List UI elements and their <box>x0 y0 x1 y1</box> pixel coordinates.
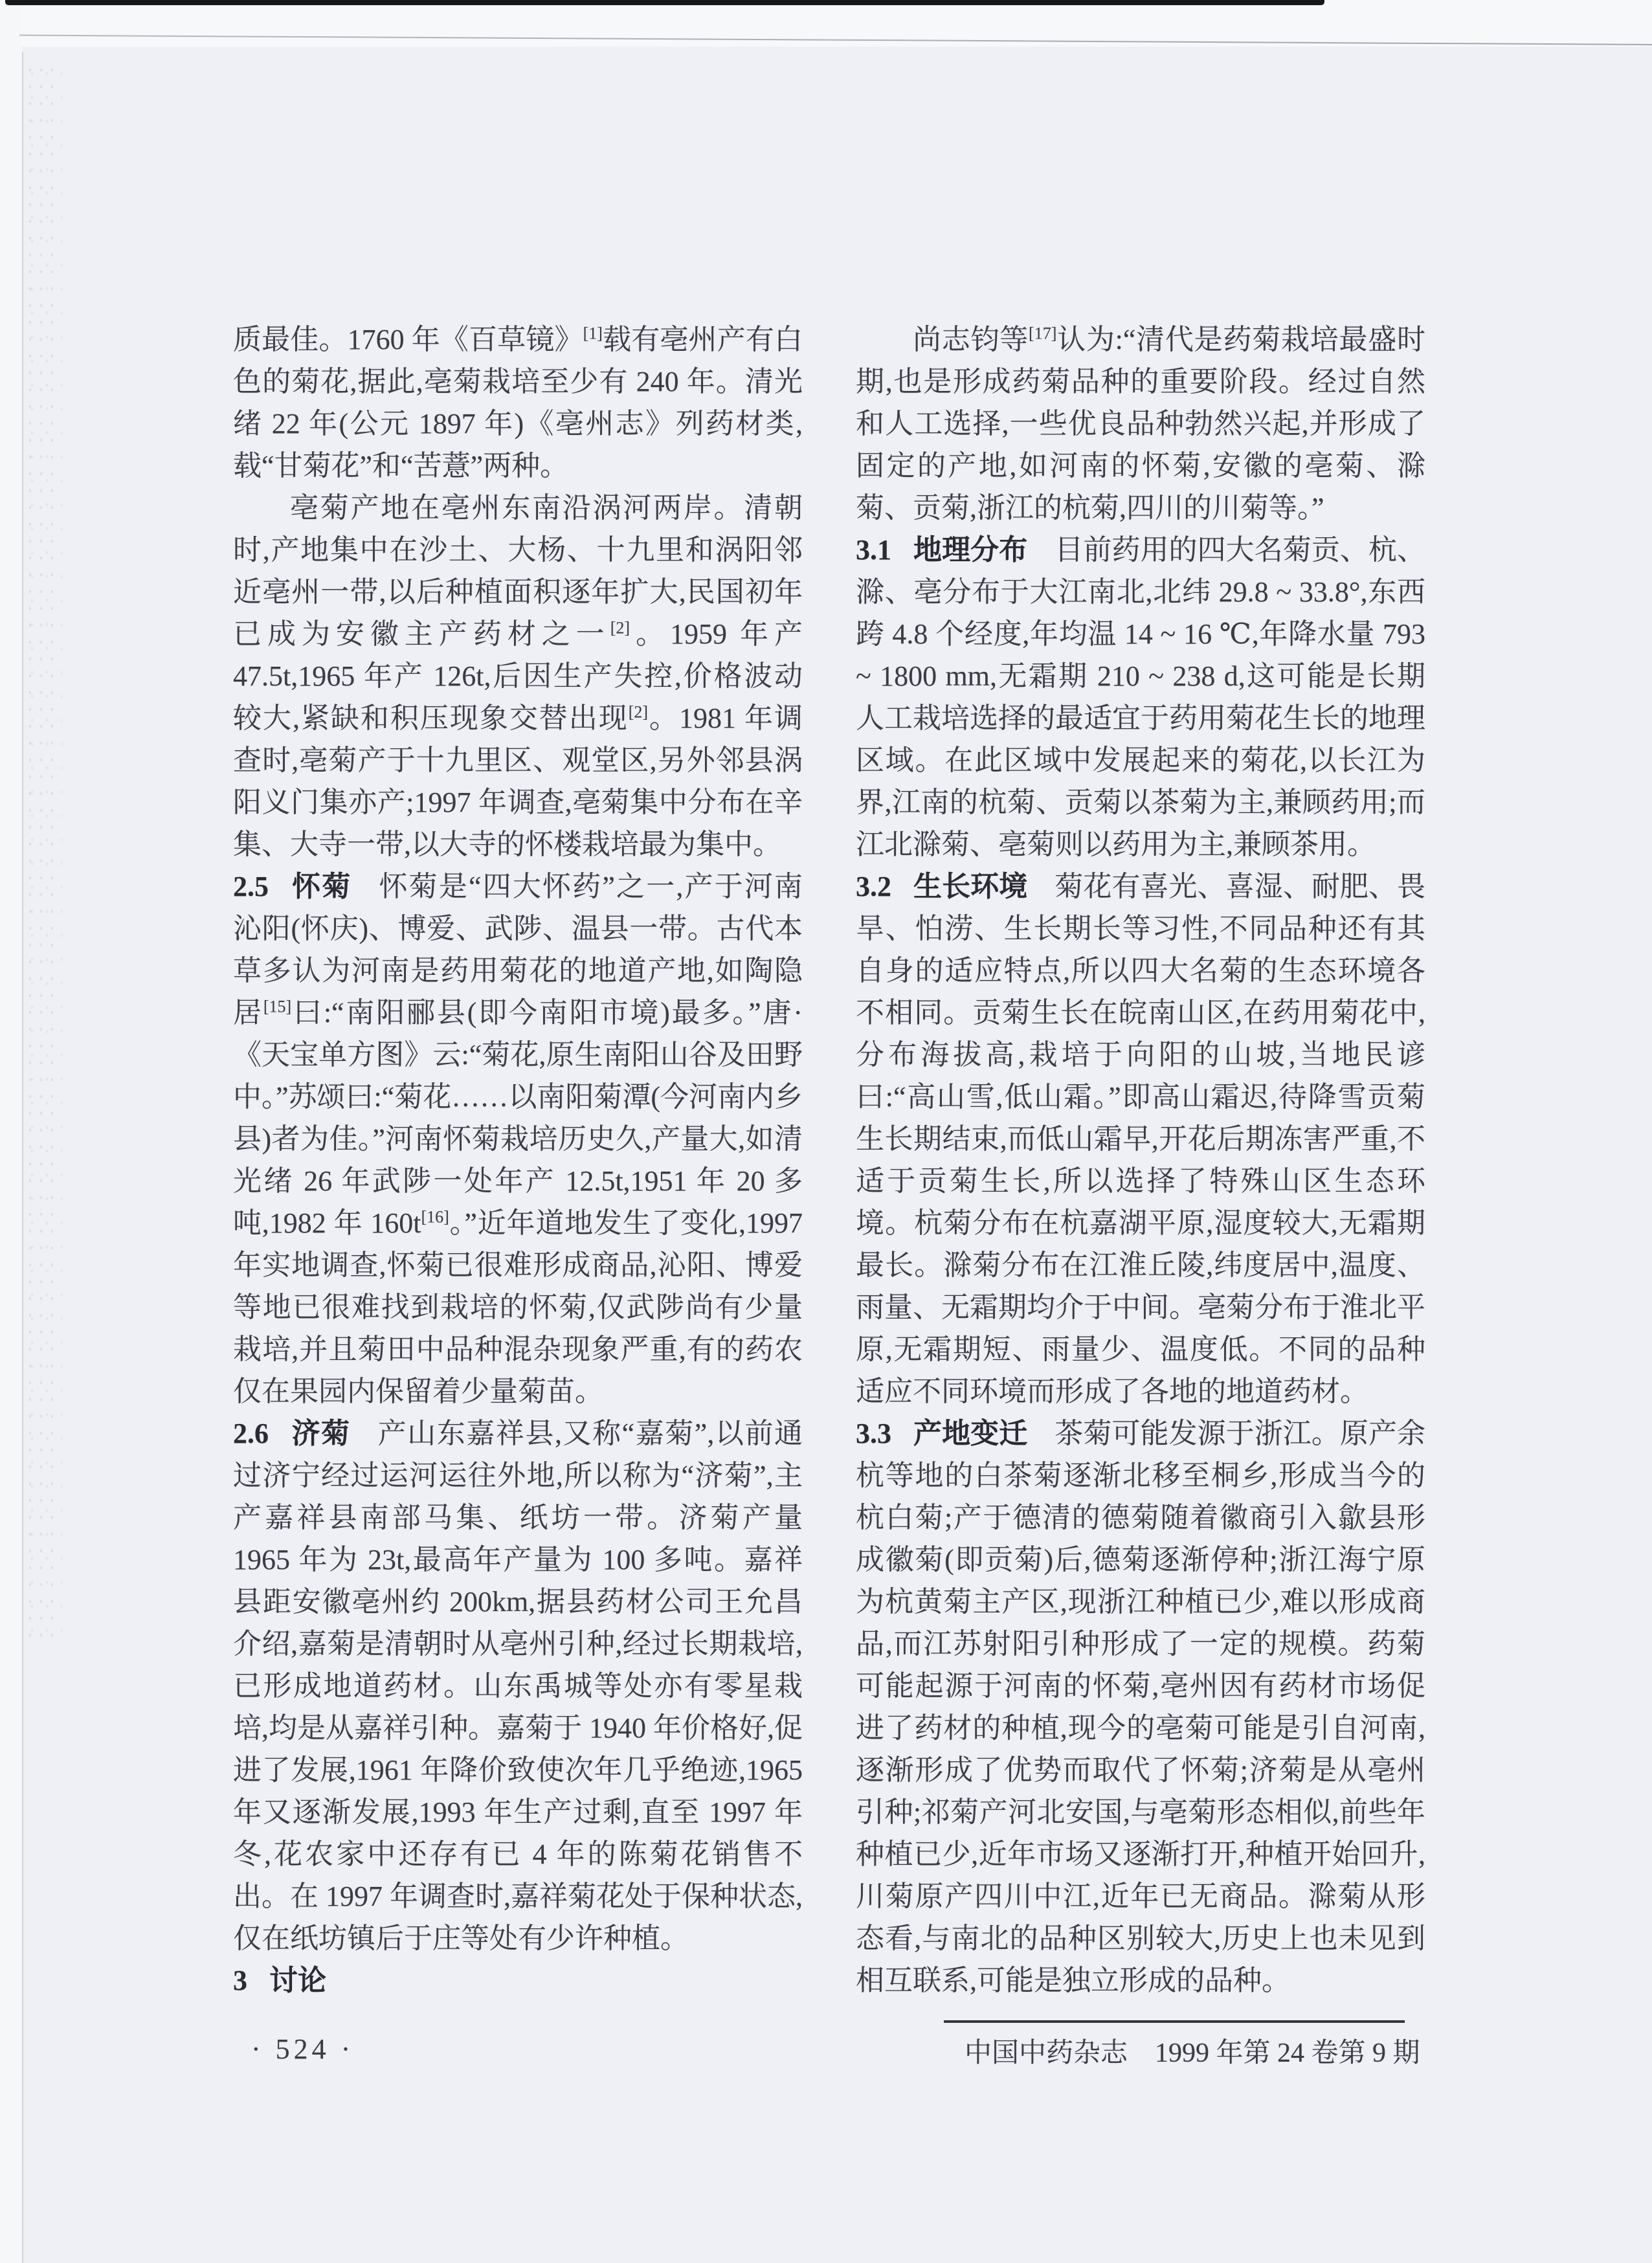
section-number: 3 <box>233 1965 247 1996</box>
page-number: · 524 · <box>251 2033 355 2065</box>
citation-ref: [1] <box>583 324 603 343</box>
footer-separator-rule <box>944 2020 1405 2023</box>
citation-ref: [2] <box>610 618 631 638</box>
section-title: 产地变迁 <box>913 1418 1028 1449</box>
section-2-5-huaiju: 2.5 怀菊 怀菊是“四大怀药”之一,产于河南沁阳(怀庆)、博爱、武陟、温县一带。古代本草多认为河南是药用菊花的地道产地,如陶隐居[15]曰:“南阳郦县(即今南阳市境)最多。”唐·《天宝单方图》云:“菊花,原生南阳山谷及田野中。”苏颂曰:“菊花……以南阳菊潭(今河南内乡县)者为佳。”河南怀菊栽培历史久,产量大,如清光绪 26 年武陟一处年产 12.5t,1951 年 20 多吨,1982 年 160t[16]。”近年道地发生了变化,1997 年实地调查,怀菊已很难形成商品,沁阳、博爱等地已很难找到栽培的怀菊,仅武陟尚有少量栽培,并且菊田中品种混杂现象严重,有的药农仅在果园内保留着少量菊苗。 <box>233 871 803 1407</box>
citation-ref: [16] <box>421 1207 449 1227</box>
section-number: 3.1 <box>856 534 891 566</box>
paragraph-bozhou-production: 亳菊产地在亳州东南沿涡河两岸。清朝时,产地集中在沙土、大杨、十九里和涡阳邻近亳州一带,以后种植面积逐年扩大,民国初年已成为安徽主产药材之一[2]。1959 年产 47.5t,1965 年产 126t,后因生产失控,价格波动较大,紧缺和积压现象交替出现[2]。1981 年调查时,亳菊产于十九里区、观堂区,另外邻县涡阳义门集亦产;1997 年调查,亳菊集中分布在辛集、大寺一带,以大寺的怀楼栽培最为集中。 <box>233 492 803 860</box>
section-title: 地理分布 <box>913 534 1028 566</box>
paper-left-edge-line <box>22 52 23 2263</box>
journal-footer-line: 中国中药杂志 1999 年第 24 卷第 9 期 <box>965 2038 1420 2068</box>
section-3-3-origin-change: 3.3 产地变迁 茶菊可能发源于浙江。原产余杭等地的白茶菊逐渐北移至桐乡,形成当今的杭白菊;产于德清的德菊随着徽商引入歙县形成徽菊(即贡菊)后,德菊逐渐停种;浙江海宁原为杭黄菊主产区,现浙江种植已少,难以形成商品,而江苏射阳引种形成了一定的规模。药菊可能起源于河南的怀菊,亳州因有药材市场促进了药材的种植,现今的亳菊可能是引自河南,逐渐形成了优势而取代了怀菊;济菊是从亳州引种;祁菊产河北安国,与亳菊形态相似,前些年种植已少,近年市场又逐渐打开,种植开始回升,川菊原产四川中江,近年已无商品。滁菊从形态看,与南北的品种区别较大,历史上也未见到相互联系,可能是独立形成的品种。 <box>856 1418 1426 1996</box>
scanner-edge-bar <box>5 0 1324 5</box>
section-3-discussion <box>233 1959 803 2001</box>
left-column <box>233 318 803 2001</box>
section-title: 生长环境 <box>913 871 1028 902</box>
citation-ref: [2] <box>628 702 649 722</box>
scan-noise-strip <box>25 61 62 1647</box>
section-number: 2.5 <box>233 871 269 902</box>
section-3-2-growth-environment: 3.2 生长环境 菊花有喜光、喜湿、耐肥、畏旱、怕涝、生长期长等习性,不同品种还有其自身的适应特点,所以四大名菊的生态环境各不相同。贡菊生长在皖南山区,在药用菊花中,分布海拔高,栽培于向阳的山坡,当地民谚曰:“高山雪,低山霜。”即高山霜迟,待降雪贡菊生长期结束,而低山霜早,开花后期冻害严重,不适于贡菊生长,所以选择了特殊山区生态环境。杭菊分布在杭嘉湖平原,湿度较大,无霜期最长。滁菊分布在江淮丘陵,纬度居中,温度、雨量、无霜期均介于中间。亳菊分布于淮北平原,无霜期短、雨量少、温度低。不同的品种适应不同环境而形成了各地的地道药材。 <box>856 871 1426 1407</box>
section-title: 济菊 <box>291 1418 351 1449</box>
right-column <box>856 318 1425 2001</box>
two-column-text-block <box>233 318 1427 2001</box>
section-2-6-jiju: 2.6 济菊 产山东嘉祥县,又称“嘉菊”,以前通过济宁经过运河运往外地,所以称为“济菊”,主产嘉祥县南部马集、纸坊一带。济菊产量 1965 年为 23t,最高年产量为 100 多吨。嘉祥县距安徽亳州约 200km,据县药材公司王允昌介绍,嘉菊是清朝时从亳州引种,经过长期栽培,已形成地道药材。山东禹城等处亦有零星栽培,均是从嘉祥引种。嘉菊于 1940 年价格好,促进了发展,1961 年降价致使次年几乎绝迹,1965 年又逐渐发展,1993 年生产过剩,直至 1997 年冬,花农家中还存有已 4 年的陈菊花销售不出。在 1997 年调查时,嘉祥菊花处于保种状态,仅在纸坊镇后于庄等处有少许种植。 <box>233 1418 803 1954</box>
paragraph-shangzhijun-quote: 尚志钧等[17]认为:“清代是药菊栽培最盛时期,也是形成药菊品种的重要阶段。经过自然和人工选择,一些优良品种勃然兴起,并形成了固定的产地,如河南的怀菊,安徽的亳菊、滁菊、贡菊,浙江的杭菊,四川的川菊等。” <box>856 324 1425 524</box>
paragraph-continuation: 质最佳。1760 年《百草镜》[1]载有亳州产有白色的菊花,据此,亳菊栽培至少有 240 年。清光绪 22 年(公元 1897 年)《亳州志》列药材类,载“甘菊花”和“苦薏”两种。 <box>233 324 803 482</box>
citation-ref: [15] <box>263 997 292 1016</box>
section-number: 3.3 <box>856 1418 891 1449</box>
section-3-1-geographic-distribution: 3.1 地理分布 目前药用的四大名菊贡、杭、滁、亳分布于大江南北,北纬 29.8 ~ 33.8°,东西跨 4.8 个经度,年均温 14 ~ 16 ℃,年降水量 793 ~ 1800 mm,无霜期 210 ~ 238 d,这可能是长期人工栽培选择的最适宜于药用菊花生长的地理区域。在此区域中发展起来的菊花,以长江为界,江南的杭菊、贡菊以茶菊为主,兼顾药用;而江北滁菊、亳菊则以药用为主,兼顾茶用。 <box>856 534 1426 860</box>
section-title: 讨论 <box>269 1965 326 1996</box>
section-number: 2.6 <box>233 1418 269 1449</box>
section-number: 3.2 <box>856 871 891 902</box>
scanner-left-margin <box>0 0 22 2263</box>
section-title: 怀菊 <box>291 871 352 902</box>
citation-ref: [17] <box>1029 324 1057 343</box>
